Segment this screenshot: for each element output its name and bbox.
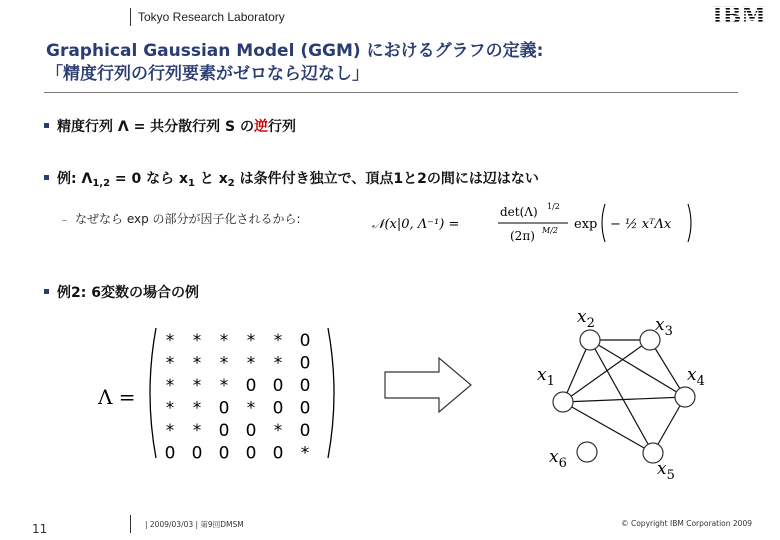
matrix-cell: * — [165, 353, 175, 374]
graph-node — [580, 330, 600, 350]
sub-bullet-dash: – — [62, 215, 67, 226]
sub-bullet-reason — [62, 210, 301, 227]
matrix-label: Λ = — [98, 385, 136, 409]
formula-lhs: 𝒩(x|0, Λ⁻¹) = — [372, 217, 460, 232]
bullet-text: は条件付き独立で、頂点1と2の間には辺はない — [234, 171, 539, 187]
matrix-cell: * — [246, 353, 256, 374]
matrix-cell: * — [165, 398, 175, 419]
matrix-cell: * — [165, 421, 175, 441]
matrix-cell: 0 — [245, 443, 257, 464]
graph-edge — [590, 340, 653, 453]
bullet-text: 例2: 6変数の場合の例 — [57, 285, 199, 301]
matrix-cell: * — [246, 398, 256, 419]
matrix-left-paren — [150, 328, 156, 458]
right-arrow-icon — [383, 356, 473, 414]
matrix-cell: 0 — [299, 398, 311, 419]
graph-node-subscript: 4 — [696, 374, 705, 389]
matrix-cell: * — [165, 331, 175, 351]
matrix-cell: 0 — [245, 421, 257, 441]
matrix-cell: 0 — [218, 398, 230, 419]
matrix-cell: * — [192, 331, 202, 351]
graph-node-subscript: 5 — [666, 468, 675, 483]
matrix-cell: * — [219, 331, 229, 351]
title-line-2: 「精度行列の行列要素がゼロなら辺なし」 — [46, 64, 369, 84]
subscript: 2 — [227, 178, 235, 189]
formula-denominator-exp: M/2 — [542, 226, 558, 235]
header-bar — [0, 0, 780, 28]
subscript: 1,2 — [92, 178, 111, 189]
matrix-cell: 0 — [272, 398, 284, 419]
matrix-cell: * — [273, 331, 283, 351]
matrix-cell: 0 — [218, 421, 230, 441]
matrix-cell: * — [192, 421, 202, 441]
matrix-cell: * — [192, 353, 202, 374]
gaussian-formula — [370, 198, 700, 248]
bullet-square-icon — [44, 123, 49, 128]
bullet-example-2 — [44, 282, 199, 302]
matrix-cell: * — [246, 331, 256, 351]
bullet-text: 行列 — [268, 119, 297, 135]
ibm-logo — [706, 2, 772, 28]
highlight-text: 逆 — [254, 119, 269, 135]
bullet-example-1 — [44, 168, 539, 189]
matrix-cell: 0 — [299, 353, 311, 374]
graph-node-subscript: 3 — [664, 324, 673, 339]
graph-diagram — [515, 300, 745, 485]
matrix-cell: 0 — [272, 376, 284, 396]
header-divider — [130, 8, 131, 26]
bullet-text: と x — [195, 171, 228, 187]
formula-denominator: (2π) — [510, 229, 535, 243]
matrix-cell: 0 — [299, 376, 311, 396]
graph-node-label: $x_1$ — [537, 365, 555, 389]
precision-matrix — [98, 318, 338, 468]
footer-event: | 2009/03/03 | 第9回DMSM — [145, 520, 244, 529]
graph-node-subscript: 6 — [558, 456, 567, 471]
right-bracket — [688, 204, 691, 242]
subscript: 1 — [188, 178, 195, 189]
matrix-cell: * — [165, 376, 175, 396]
bullet-text: 精度行列 Λ = 共分散行列 S の — [57, 119, 255, 135]
matrix-cell: * — [219, 353, 229, 374]
graph-node-label: $x_4$ — [687, 365, 705, 389]
lab-name: Tokyo Research Laboratory — [138, 10, 285, 24]
formula-numerator-exp: 1/2 — [547, 202, 560, 211]
graph-node-label: $x_5$ — [657, 459, 675, 483]
formula-body: − ½ xᵀΛx — [610, 217, 672, 232]
page-title — [46, 40, 543, 86]
graph-node-subscript: 1 — [546, 374, 555, 389]
matrix-cell: * — [192, 376, 202, 396]
graph-edge — [563, 402, 653, 453]
sub-bullet-text: なぜなら exp の部分が因子化されるから: — [75, 212, 301, 226]
footer-divider — [130, 515, 131, 533]
matrix-cell: 0 — [245, 376, 257, 396]
bullet-square-icon — [44, 289, 49, 294]
bullet-square-icon — [44, 175, 49, 180]
footer-copyright: © Copyright IBM Corporation 2009 — [621, 519, 752, 528]
graph-node-label: $x_3$ — [655, 315, 673, 339]
graph-node-subscript: 2 — [586, 316, 595, 331]
svg-text:IBM: IBM — [712, 3, 766, 28]
matrix-cell: * — [273, 353, 283, 374]
graph-node — [675, 387, 695, 407]
matrix-cell: * — [192, 398, 202, 419]
matrix-cell: * — [273, 421, 283, 441]
formula-exp: exp — [574, 217, 598, 232]
matrix-cell: 0 — [218, 443, 230, 464]
matrix-cell: * — [300, 443, 310, 464]
bullet-precision-matrix — [44, 116, 296, 136]
matrix-cell: 0 — [191, 443, 203, 464]
graph-node — [577, 442, 597, 462]
matrix-right-paren — [328, 328, 334, 458]
title-divider — [44, 92, 738, 93]
matrix-cell: * — [219, 376, 229, 396]
graph-node — [553, 392, 573, 412]
matrix-cell: 0 — [299, 331, 311, 351]
matrix-cell: 0 — [272, 443, 284, 464]
formula-numerator: det(Λ) — [500, 205, 538, 219]
title-line-1: Graphical Gaussian Model (GGM) におけるグラフの定義: — [46, 41, 544, 61]
graph-node-label: $x_2$ — [577, 307, 595, 331]
bullet-text: 例: Λ — [57, 171, 93, 187]
left-bracket — [602, 204, 605, 242]
bullet-text: = 0 なら x — [110, 171, 189, 187]
graph-node-label: $x_6$ — [549, 447, 567, 471]
page-number: 11 — [32, 522, 48, 536]
matrix-cell: 0 — [164, 443, 176, 464]
matrix-cell: 0 — [299, 421, 311, 441]
